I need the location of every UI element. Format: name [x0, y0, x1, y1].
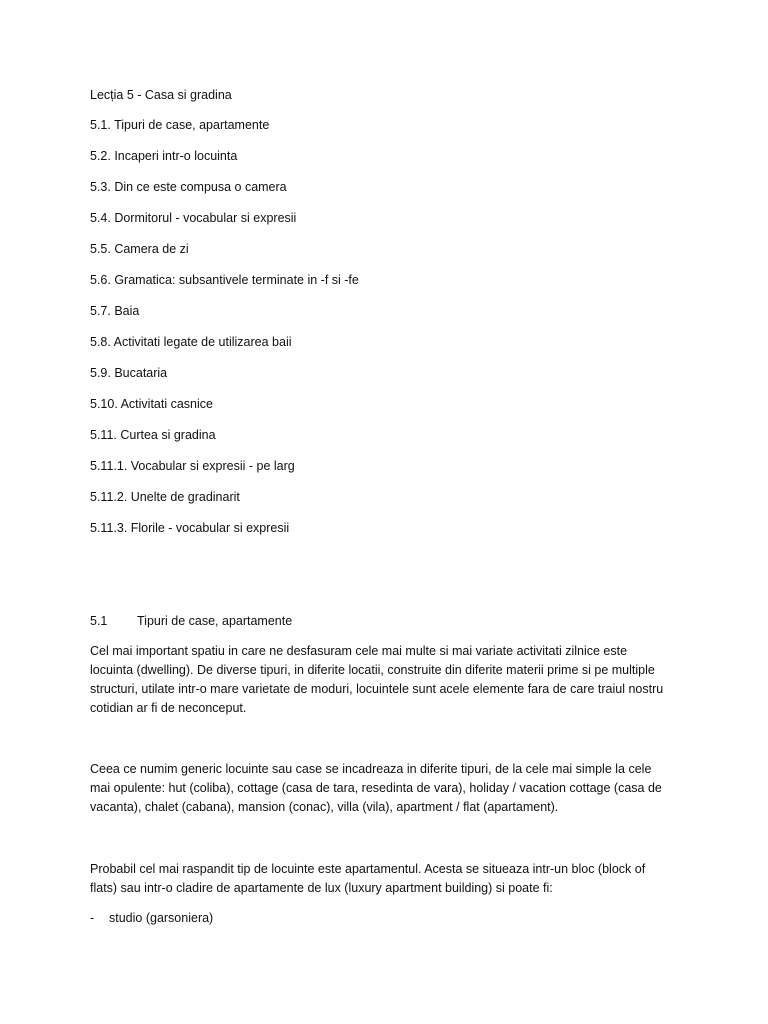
toc-item: 5.9. Bucataria	[90, 366, 168, 380]
bullet-dash: -	[90, 911, 95, 925]
toc-item: 5.2. Incaperi intr-o locuinta	[90, 149, 238, 163]
section-number: 5.1	[90, 614, 108, 628]
body-paragraph: Ceea ce numim generic locuinte sau case se incadreaza in diferite tipuri, de la cele mai simple la cele mai opulente: hut (coliba), cottage (casa de tara, resedinta de vara), holiday / vacation cottage (casa de vacanta), chalet (cabana), mansion (conac), villa (vila), apartment / flat (apartament).	[90, 762, 662, 814]
body-paragraph: Cel mai important spatiu in care ne desfasuram cele mai multe si mai variate activitati zilnice este locuinta (dwelling). De diverse tipuri, in diferite locatii, construite din diferite materii prime si pe multiple structuri, utilate intr-o mare varietate de moduri, locuintele sunt acele elemente fara de care traiul nostru cotidian ar fi de neconceput.	[90, 644, 664, 715]
toc-item: 5.10. Activitati casnice	[90, 397, 213, 411]
section-title: Tipuri de case, apartamente	[137, 614, 293, 628]
list-item: studio (garsoniera)	[109, 911, 214, 925]
body-paragraph: Probabil cel mai raspandit tip de locuinte este apartamentul. Acesta se situeaza intr-un bloc (block of flats) sau intr-o cladire de apartamente de lux (luxury apartment building) si poate fi:	[90, 862, 646, 895]
toc-item: 5.7. Baia	[90, 304, 140, 318]
toc-item: 5.5. Camera de zi	[90, 242, 189, 256]
toc-item: 5.1. Tipuri de case, apartamente	[90, 118, 270, 132]
toc-item: 5.6. Gramatica: subsantivele terminate in -f si -fe	[90, 273, 359, 287]
toc-item: 5.8. Activitati legate de utilizarea baii	[90, 335, 292, 349]
toc-item: 5.4. Dormitorul - vocabular si expresii	[90, 211, 297, 225]
toc-item: 5.3. Din ce este compusa o camera	[90, 180, 287, 194]
toc-item: 5.11.2. Unelte de gradinarit	[90, 490, 240, 504]
toc-item: 5.11. Curtea si gradina	[90, 428, 216, 442]
toc-item: 5.11.1. Vocabular si expresii - pe larg	[90, 459, 295, 473]
lesson-title: Lecția 5 - Casa si gradina	[90, 88, 232, 102]
toc-item: 5.11.3. Florile - vocabular si expresii	[90, 521, 290, 535]
